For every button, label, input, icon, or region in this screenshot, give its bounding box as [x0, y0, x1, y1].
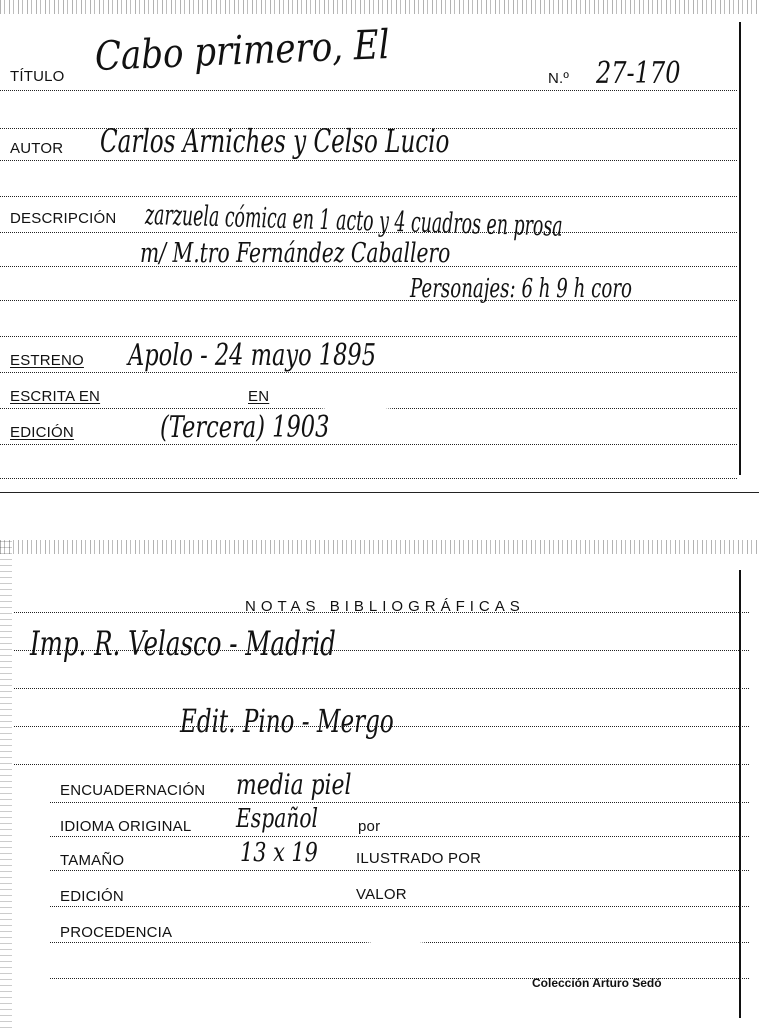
ilustrado-por-label: ILUSTRADO POR — [356, 850, 482, 867]
autor-label: AUTOR — [10, 140, 64, 157]
edicion-back-label: EDICIÓN — [60, 888, 124, 905]
procedencia-label: PROCEDENCIA — [60, 924, 173, 941]
rule-line — [0, 444, 737, 445]
rule-line — [50, 836, 749, 837]
card-bottom-edge — [0, 492, 759, 493]
descripcion-value-line1: zarzuela cómica en 1 acto y 4 cuadros en prosa — [144, 198, 563, 243]
collection-footer: Colección Arturo Sedó — [532, 976, 662, 990]
tamano-value: 13 x 19 — [240, 838, 318, 868]
descripcion-label: DESCRIPCIÓN — [10, 210, 117, 227]
rule-line — [50, 870, 749, 871]
catalog-card-front — [0, 0, 759, 495]
rule-line — [0, 160, 737, 161]
card-right-edge — [739, 22, 741, 475]
rule-line — [0, 336, 737, 337]
idioma-original-label: IDIOMA ORIGINAL — [60, 818, 192, 835]
card-top-edge — [0, 0, 759, 14]
rule-line — [50, 906, 749, 907]
card-right-edge — [739, 570, 741, 1018]
encuadernacion-label: ENCUADERNACIÓN — [60, 782, 206, 799]
descripcion-value-line2: m/ M.tro Fernández Caballero — [140, 238, 451, 269]
card-left-edge — [0, 540, 12, 1028]
erasure-smudge — [372, 914, 420, 968]
estreno-value: Apolo - 24 mayo 1895 — [128, 338, 377, 373]
numero-value: 27-170 — [596, 56, 681, 91]
idioma-original-value: Español — [236, 804, 319, 834]
personajes-value: Personajes: 6 h 9 h coro — [410, 274, 632, 304]
edicion-value: (Tercera) 1903 — [160, 410, 330, 445]
rule-line — [50, 802, 749, 803]
autor-value: Carlos Arniches y Celso Lucio — [100, 122, 450, 160]
titulo-label: TÍTULO — [10, 68, 65, 85]
tamano-label: TAMAÑO — [60, 852, 125, 869]
notes-line-2: Edit. Pino - Mergo — [180, 702, 394, 740]
edicion-label: EDICIÓN — [10, 424, 74, 441]
erasure-smudge — [326, 384, 386, 434]
rule-line — [0, 196, 737, 197]
numero-label: N.º — [548, 70, 570, 87]
rule-line — [14, 688, 749, 689]
rule-line — [14, 764, 749, 765]
card-top-edge — [0, 540, 759, 554]
por-label: por — [358, 818, 381, 835]
titulo-value: Cabo primero, El — [94, 21, 391, 80]
escrita-en-label: ESCRITA EN — [10, 388, 101, 405]
valor-label: VALOR — [356, 886, 407, 903]
notas-heading: NOTAS BIBLIOGRÁFICAS — [245, 598, 525, 615]
en-label: EN — [248, 388, 270, 405]
estreno-label: ESTRENO — [10, 352, 84, 369]
encuadernacion-value: media piel — [236, 768, 352, 801]
rule-line — [0, 478, 737, 479]
notes-line-1: Imp. R. Velasco - Madrid — [30, 624, 336, 664]
catalog-card-back — [0, 540, 759, 1028]
